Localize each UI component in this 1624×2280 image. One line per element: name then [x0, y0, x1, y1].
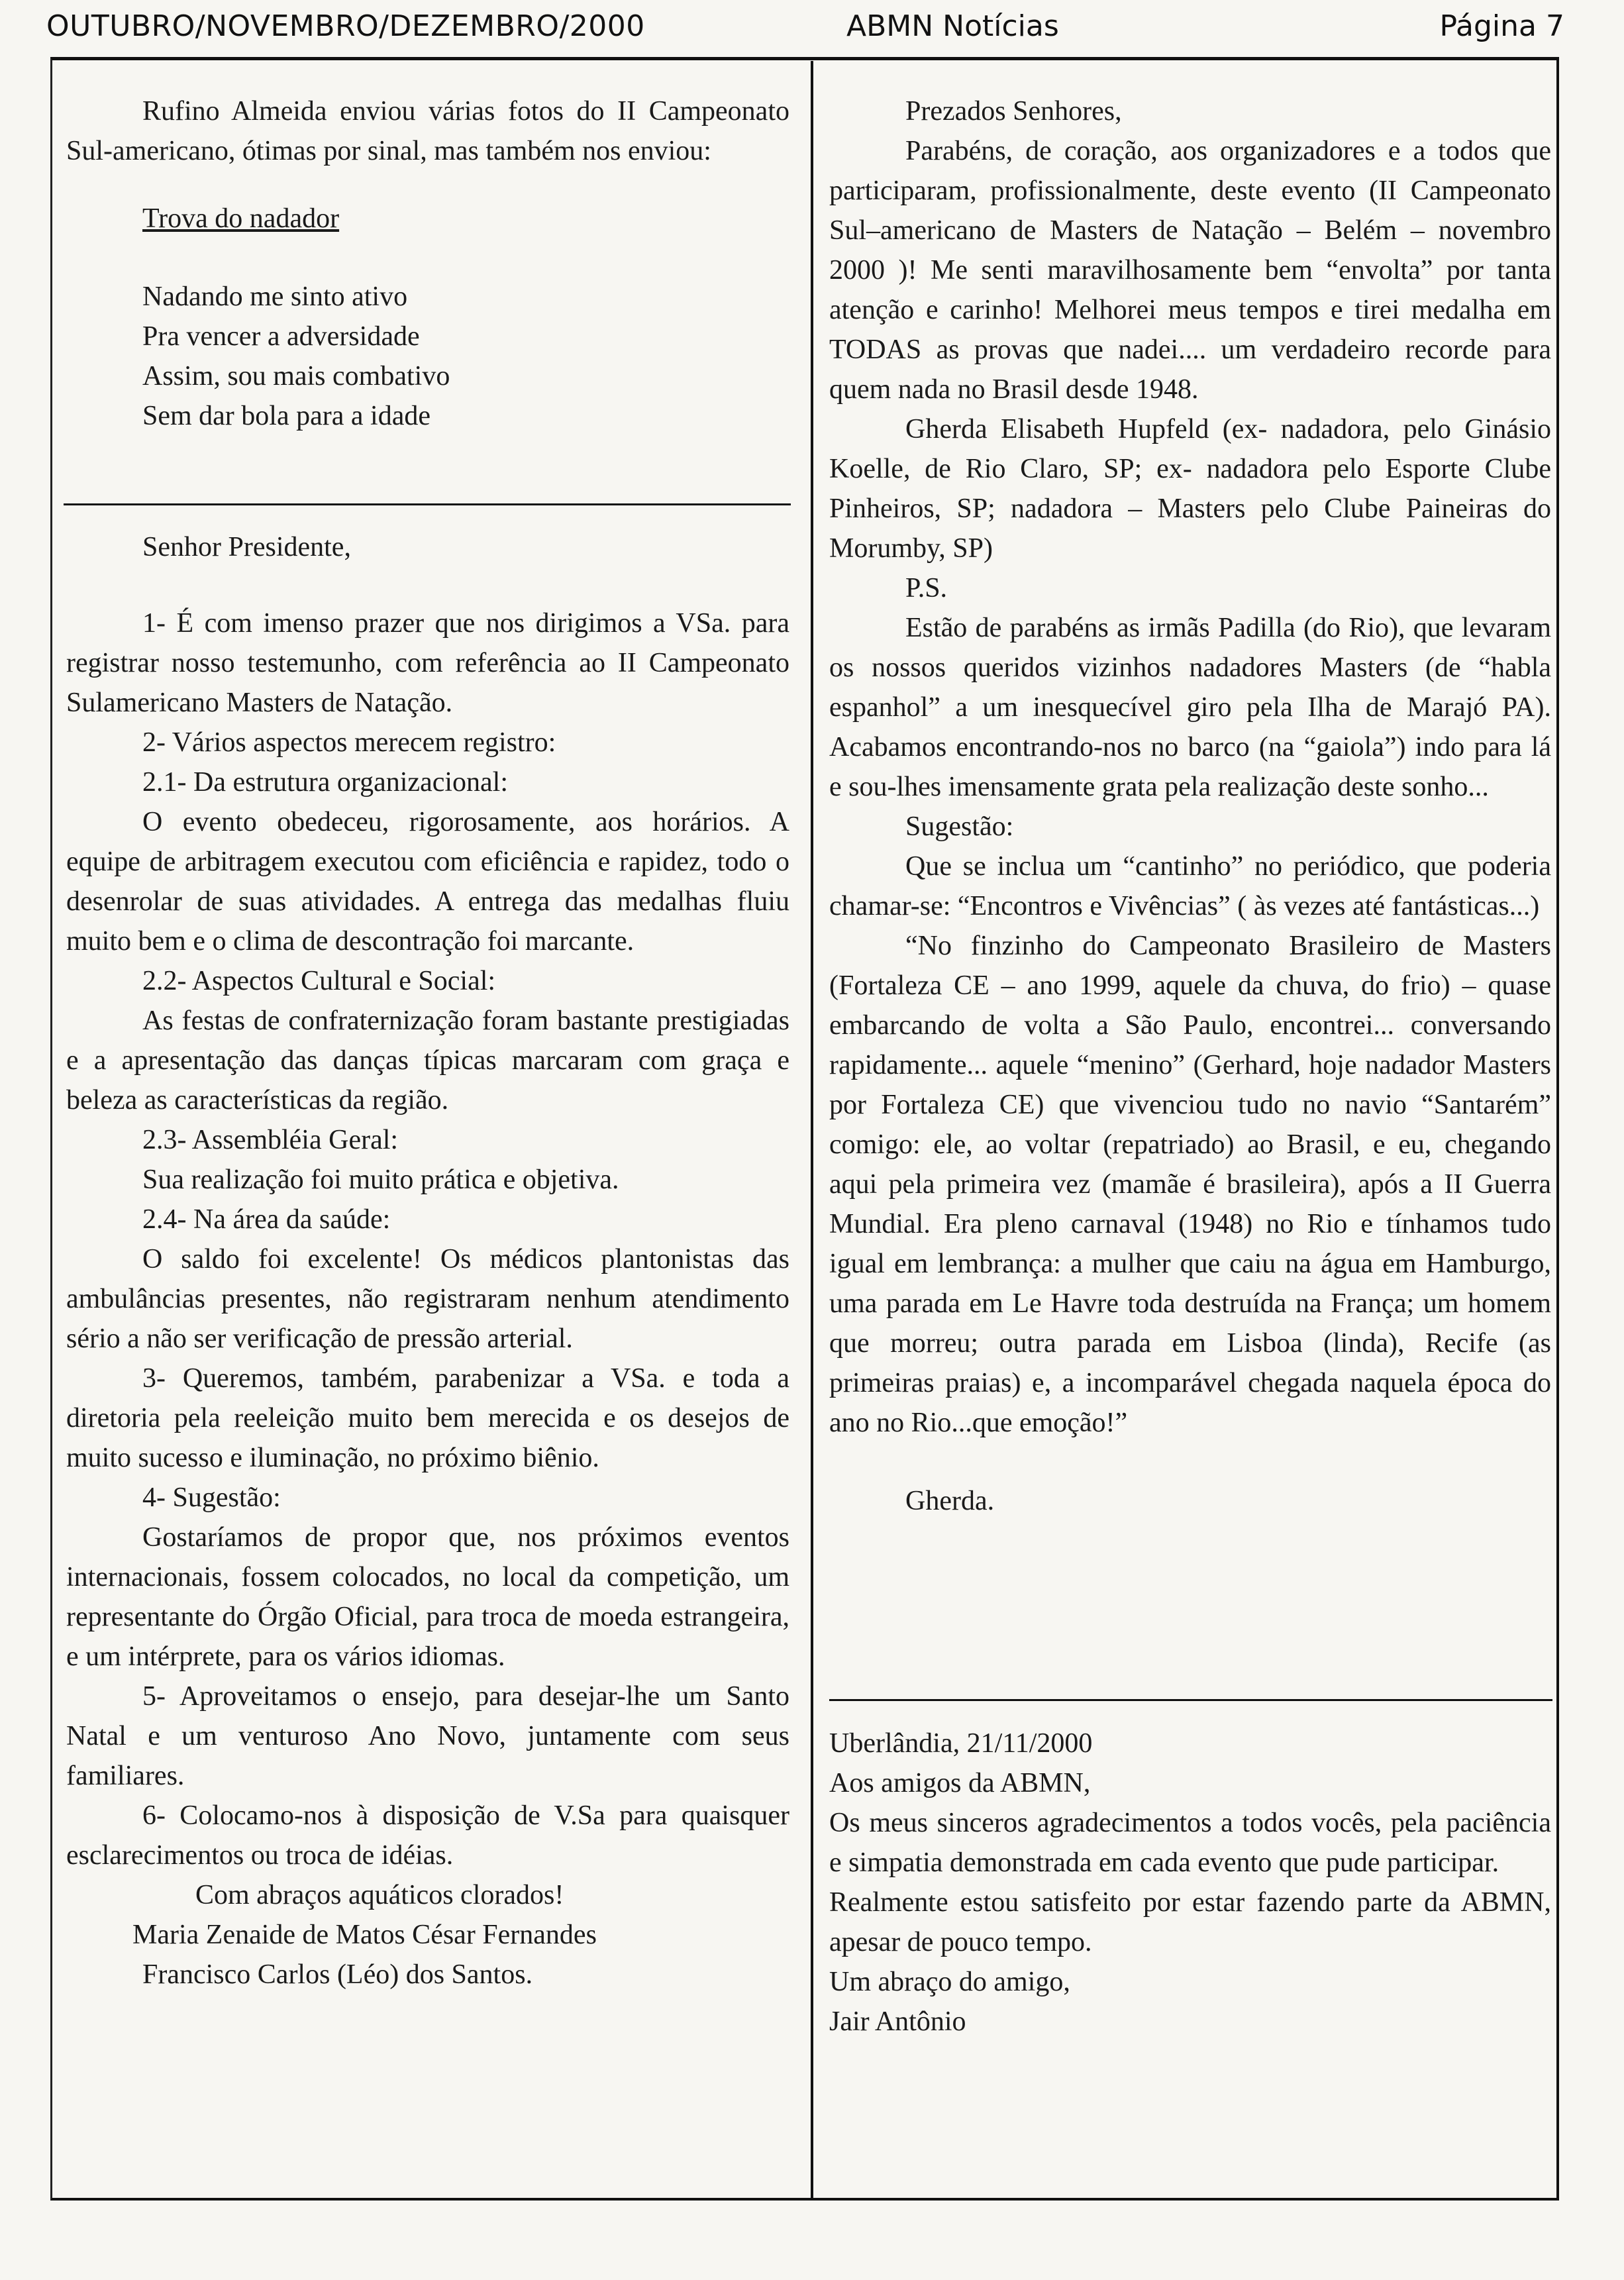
left-column-top [66, 91, 789, 436]
section-rule [64, 503, 791, 505]
letter-subheading: 2.1- Da estrutura organizacional: [142, 767, 509, 798]
section-rule [829, 1699, 1552, 1701]
left-column-letter [66, 527, 789, 1995]
letter-paragraph: Parabéns, de coração, aos organizadores e a todos que participaram, profissionalmente, deste evento (II Campeonato Sul–americano de Masters de Natação – Belém – novembro 2000 )! Me senti maravilhosamente bem “envolta” por tanta atenção e carinho! Melhorei meus tempos e tirei medalha em TODAS as provas que nadei.... um verdadeiro recorde para quem nada no Brasil desde 1948. [829, 136, 1551, 405]
letter-subheading: Sugestão: [905, 811, 1014, 842]
issue-date: OUTUBRO/NOVEMBRO/DEZEMBRO/2000 [46, 9, 645, 43]
letter-subheading: 2.3- Assembléia Geral: [142, 1125, 399, 1155]
poem-line: Pra vencer a adversidade [142, 321, 420, 352]
signature: Maria Zenaide de Matos César Fernandes [132, 1920, 597, 1950]
letter-closing: Um abraço do amigo, [829, 1967, 1070, 1997]
place-date: Uberlândia, 21/11/2000 [829, 1728, 1093, 1759]
letter-paragraph: 2- Vários aspectos merecem registro: [142, 727, 556, 758]
column-divider [811, 61, 813, 2199]
letter-paragraph: O evento obedeceu, rigorosamente, aos horários. A equipe de arbitragem executou com eficiência e rapidez, todo o desenrolar de suas atividades. A entrega das medalhas fluiu muito bem e o clima de descontração foi marcante. [66, 807, 789, 957]
letter-paragraph: “No finzinho do Campeonato Brasileiro de Masters (Fortaleza CE – ano 1999, aquele da chuva, do frio) – quase embarcando de volta a São Paulo, encontrei... conversando rapidamente... aquele “menino” (Gerhard, hoje nadador Masters por Fortaleza CE) que vivenciou tudo no navio “Santarém” comigo: ele, ao voltar (repatriado) ao Brasil, e eu, chegando aqui pela primeira vez (mamãe é brasileira), após a II Guerra Mundial. Era pleno carnaval (1948) no Rio e tínhamos tudo igual em lembrança: a mulher que caiu na água em Hamburgo, uma parada em Le Havre toda destruída na França; um homem que morreu; outra parada em Lisboa (linda), Recife (as primeiras praias) e, a incomparável chegada naquela época do ano no Rio...que emoção!” [829, 931, 1551, 1438]
publication-title: ABMN Notícias [846, 9, 1059, 43]
letter-subheading: 2.4- Na área da saúde: [142, 1204, 391, 1235]
signature: Francisco Carlos (Léo) dos Santos. [142, 1959, 533, 1990]
letter-paragraph: Estão de parabéns as irmãs Padilla (do Rio), que levaram os nossos queridos vizinhos nadadores Masters (de “habla espanhol” a um inesquecível giro pela Ilha de Marajó PA). Acabamos encontrando-nos no barco (na “gaiola”) indo para lá e sou-lhes imensamente grata pela realização deste sonho... [829, 613, 1551, 802]
page-number: Página 7 [1439, 9, 1564, 43]
page-header [46, 9, 1564, 49]
letter-greeting: Prezados Senhores, [905, 96, 1122, 127]
letter-paragraph: 1- É com imenso prazer que nos dirigimos a VSa. para registrar nosso testemunho, com referência ao II Campeonato Sulamericano Masters de Natação. [66, 608, 789, 718]
letter-paragraph: Realmente estou satisfeito por estar fazendo parte da ABMN, apesar de pouco tempo. [829, 1887, 1551, 1957]
signature: Gherda. [905, 1486, 995, 1516]
letter-paragraph: Que se inclua um “cantinho” no periódico, que poderia chamar-se: “Encontros e Vivências” ( às vezes até fantásticas...) [829, 851, 1551, 921]
letter-paragraph: 3- Queremos, também, parabenizar a VSa. e toda a diretoria pela reeleição muito bem merecida e os desejos de muito sucesso e iluminação, no próximo biênio. [66, 1363, 789, 1473]
letter-paragraph: Sua realização foi muito prática e objetiva. [142, 1165, 619, 1195]
letter-paragraph: Gherda Elisabeth Hupfeld (ex- nadadora, pelo Ginásio Koelle, de Rio Claro, SP; ex- nadadora pelo Esporte Clube Pinheiros, SP; nadadora – Masters pelo Clube Paineiras do Morumby, SP) [829, 414, 1551, 564]
letter-paragraph: 6- Colocamo-nos à disposição de V.Sa para quaisquer esclarecimentos ou troca de idéias. [66, 1800, 789, 1871]
letter-paragraph: O saldo foi excelente! Os médicos plantonistas das ambulâncias presentes, não registraram nenhum atendimento sério a não ser verificação de pressão arterial. [66, 1244, 789, 1354]
letter-subheading: 2.2- Aspectos Cultural e Social: [142, 966, 496, 996]
letter-greeting: Senhor Presidente, [142, 532, 351, 562]
letter-paragraph: 5- Aproveitamos o ensejo, para desejar-lhe um Santo Natal e um venturoso Ano Novo, juntamente com seus familiares. [66, 1681, 789, 1791]
letter-paragraph: Os meus sinceros agradecimentos a todos vocês, pela paciência e simpatia demonstrada em cada evento que pude participar. [829, 1808, 1551, 1878]
letter-paragraph: Gostaríamos de propor que, nos próximos eventos internacionais, fossem colocados, no local da competição, um representante do Órgão Oficial, para troca de moeda estrangeira, e um intérprete, para os vários idiomas. [66, 1522, 789, 1672]
poem-line: Assim, sou mais combativo [142, 361, 450, 391]
right-column-letter [829, 91, 1551, 1521]
intro-paragraph: Rufino Almeida enviou várias fotos do II Campeonato Sul-americano, ótimas por sinal, mas também nos enviou: [66, 96, 789, 166]
letter-closing: Com abraços aquáticos clorados! [195, 1880, 564, 1910]
poem-line: Sem dar bola para a idade [142, 401, 431, 431]
letter-greeting: Aos amigos da ABMN, [829, 1768, 1091, 1798]
ps-label: P.S. [905, 573, 948, 603]
poem-line: Nadando me sinto ativo [142, 282, 408, 312]
right-column-letter-2 [829, 1724, 1551, 2042]
signature: Jair Antônio [829, 2006, 966, 2037]
letter-subheading: 4- Sugestão: [142, 1482, 281, 1513]
letter-paragraph: As festas de confraternização foram bastante prestigiadas e a apresentação das danças típicas marcaram com graça e beleza as características da região. [66, 1006, 789, 1115]
poem-title: Trova do nadador [142, 203, 340, 234]
